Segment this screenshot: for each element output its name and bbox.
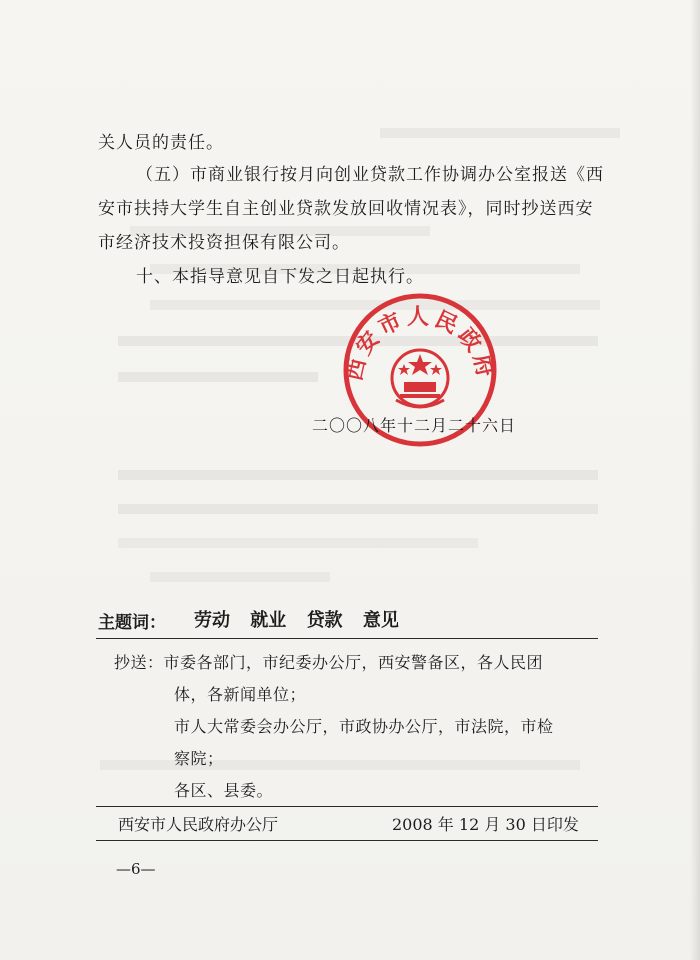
cc-line-1: 抄送：市委各部门，市纪委办公厅，西安警备区，各人民团 [114,653,544,672]
body-line-1: 关人员的责任。 [98,133,224,153]
subject-word: 就业 [250,610,287,631]
page-edge-shadow [690,0,700,960]
cc-line-3: 市人大常委会办公厅，市政协办公厅，市法院，市检 [174,717,554,736]
subject-word: 贷款 [306,610,343,631]
divider-bottom [96,840,598,841]
subject-keywords [194,606,413,632]
cc-line-2: 体，各新闻单位； [174,685,307,704]
body-line-3: 安市扶持大学生自主创业贷款发放回收情况表》，同时抄送西安 [98,199,594,219]
cc-line-5: 各区、县委。 [174,781,274,800]
subject-word: 意见 [362,610,399,631]
emblem-icon [392,350,448,407]
page-number: —6— [116,860,156,878]
subject-label: 主题词： [98,613,166,633]
cc-line-4: 察院； [174,749,224,768]
body-line-4: 市经济技术投资担保有限公司。 [98,233,350,253]
body-line-5: 十、本指导意见自下发之日起执行。 [136,267,424,287]
body-line-2: （五）市商业银行按月向创业贷款工作协调办公室报送《西 [136,165,604,185]
subject-word: 劳动 [194,610,230,631]
issue-date: 二〇〇八年十二月二十六日 [312,416,517,435]
divider-top [96,638,598,639]
divider-middle [96,806,598,807]
print-date: 2008 年 12 月 30 日印发 [392,815,579,834]
seal-text: 西安市人民政府 [341,304,499,384]
issuing-office: 西安市人民政府办公厅 [118,815,279,834]
